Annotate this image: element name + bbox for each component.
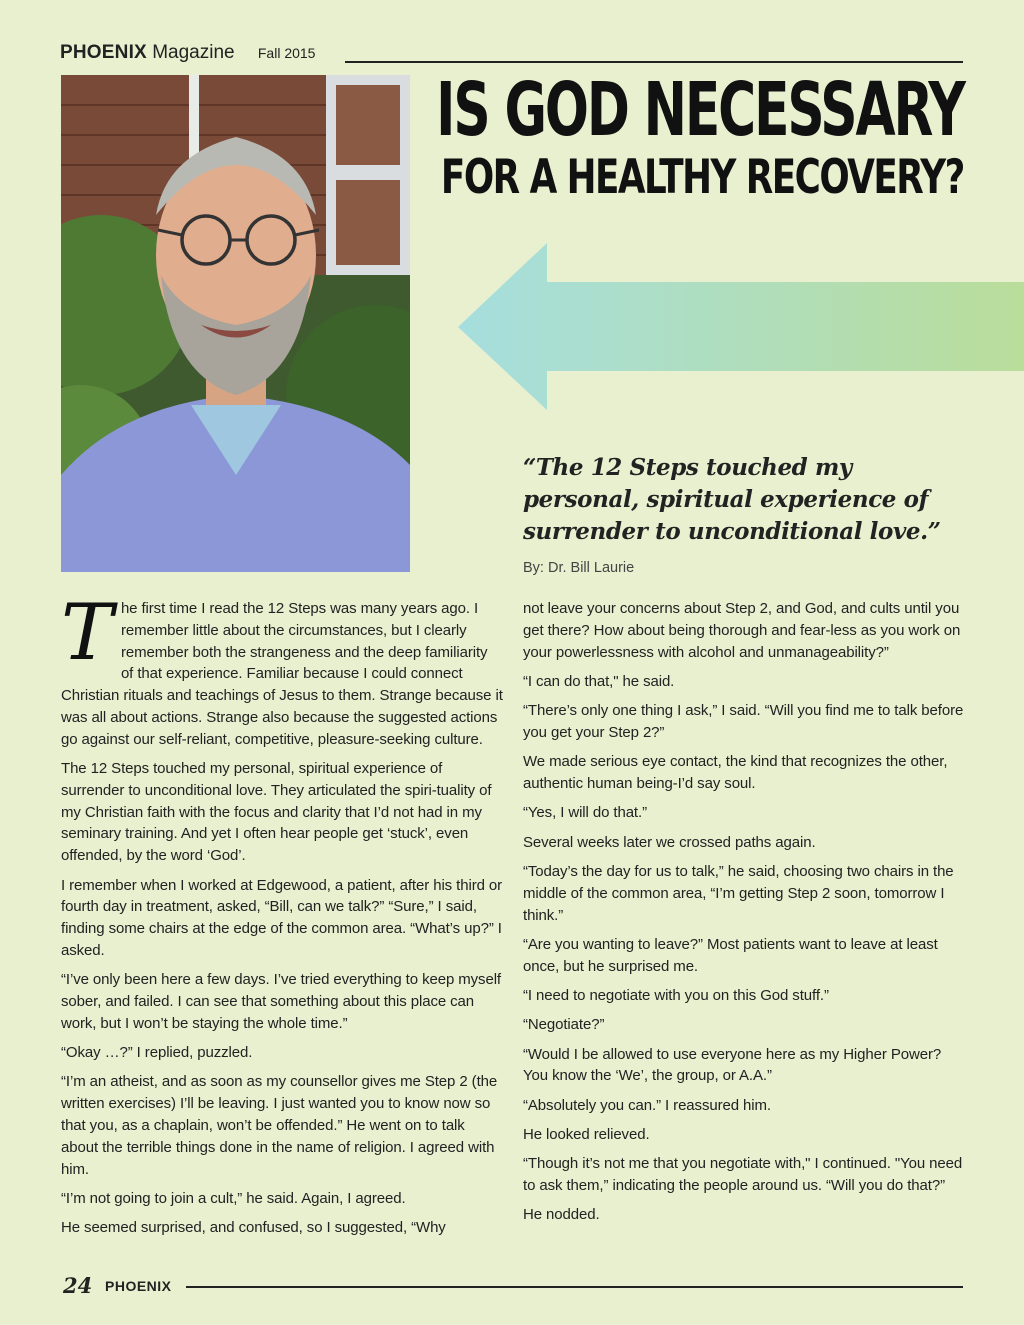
paragraph: “Absolutely you can.” I reassured him.	[523, 1096, 771, 1114]
paragraph: “Are you wanting to leave?” Most patients want to leave at least once, but he surprised me.	[523, 935, 938, 975]
title-line-2: FOR A HEALTHY RECOVERY?	[441, 150, 964, 205]
paragraph	[61, 588, 503, 751]
paragraph: not leave your concerns about Step 2, and God, and cults until you get there? How about being thorough and fear-less as you work on your powerlessness with alcohol and unmanageability?”	[523, 600, 961, 661]
footer-brand: PHOENIX	[105, 1278, 172, 1294]
byline: By: Dr. Bill Laurie	[523, 560, 635, 576]
paragraph: We made serious eye contact, the kind that recognizes the other, authentic human being-I’d say soul.	[523, 753, 948, 793]
left-arrow-graphic	[458, 243, 1024, 410]
paragraph: He nodded.	[523, 1206, 600, 1224]
paragraph: “I need to negotiate with you on this God stuff.”	[523, 986, 829, 1004]
page-number: 24	[63, 1273, 93, 1298]
article-column-left	[61, 588, 503, 1247]
paragraph: “I can do that," he said.	[523, 672, 675, 690]
article-title	[210, 67, 964, 206]
paragraph: He seemed surprised, and confused, so I suggested, “Why	[61, 1219, 446, 1237]
paragraph-text: he first time I read the 12 Steps was many years ago. I remember little about the circumstances, but I clearly remember both the strangeness and the deep familiarity of that experience. Familiar because I could connect Christian rituals and teachings of Jesus to them. Strange because it was all about actions. Strange also because the suggested actions go against our self-reliant, competitive, pleasure-seeking culture.	[61, 600, 503, 748]
paragraph: “I’ve only been here a few days. I’ve tried everything to keep myself sober, and failed. I can see that something about this place can work, but I won’t be staying the whole time.”	[61, 971, 501, 1032]
pull-quote: “The 12 Steps touched my personal, spiritual experience of surrender to unconditional love.”	[523, 454, 941, 545]
masthead-magazine: Magazine	[152, 42, 235, 63]
paragraph: “Though it’s not me that you negotiate with," I continued. "You need to ask them,” indicating the people around us. “Will you do that?”	[523, 1155, 963, 1195]
paragraph: “I’m an atheist, and as soon as my counsellor gives me Step 2 (the written exercises) I’ll be leaving. I just wanted you to know now so that you, as a chaplain, won’t be offended.” He went on to talk about the terrible things done in the name of religion. I agreed with him.	[61, 1073, 498, 1178]
paragraph: “There’s only one thing I ask,” I said. “Will you find me to talk before you get your Step 2?”	[523, 702, 964, 741]
masthead	[60, 42, 315, 64]
paragraph: Several weeks later we crossed paths again.	[523, 833, 816, 851]
paragraph: “Yes, I will do that.”	[523, 804, 647, 822]
paragraph: I remember when I worked at Edgewood, a patient, after his third or fourth day in treatment, asked, “Bill, can we talk?” “Sure,” I said, finding some chairs at the edge of the common area. “What’s up?” I asked.	[61, 876, 503, 959]
paragraph: The 12 Steps touched my personal, spiritual experience of surrender to unconditional love. They articulated the spiri-tuality of my Christian faith with the focus and clarity that I’d not had in my seminary training. And yet I often hear people get ‘stuck’, even offended, by the word ‘God’.	[61, 760, 492, 865]
masthead-issue: Fall 2015	[257, 45, 316, 61]
article-column-right	[523, 598, 965, 1234]
title-line-1: IS GOD NECESSARY	[436, 67, 964, 153]
dropcap: T	[61, 588, 113, 678]
paragraph: “I’m not going to join a cult,” he said. Again, I agreed.	[61, 1189, 406, 1207]
header-rule	[345, 61, 963, 63]
paragraph: “Today’s the day for us to talk,” he said, choosing two chairs in the middle of the common area, “I’m getting Step 2 soon, tomorrow I think.”	[523, 862, 954, 924]
paragraph: “Negotiate?”	[523, 1016, 605, 1034]
masthead-brand: PHOENIX	[60, 42, 147, 63]
paragraph: “Okay …?” I replied, puzzled.	[61, 1044, 253, 1062]
paragraph: He looked relieved.	[523, 1125, 650, 1143]
footer-rule	[186, 1286, 963, 1288]
paragraph: “Would I be allowed to use everyone here as my Higher Power? You know the ‘We’, the group, or A.A.”	[523, 1045, 942, 1085]
